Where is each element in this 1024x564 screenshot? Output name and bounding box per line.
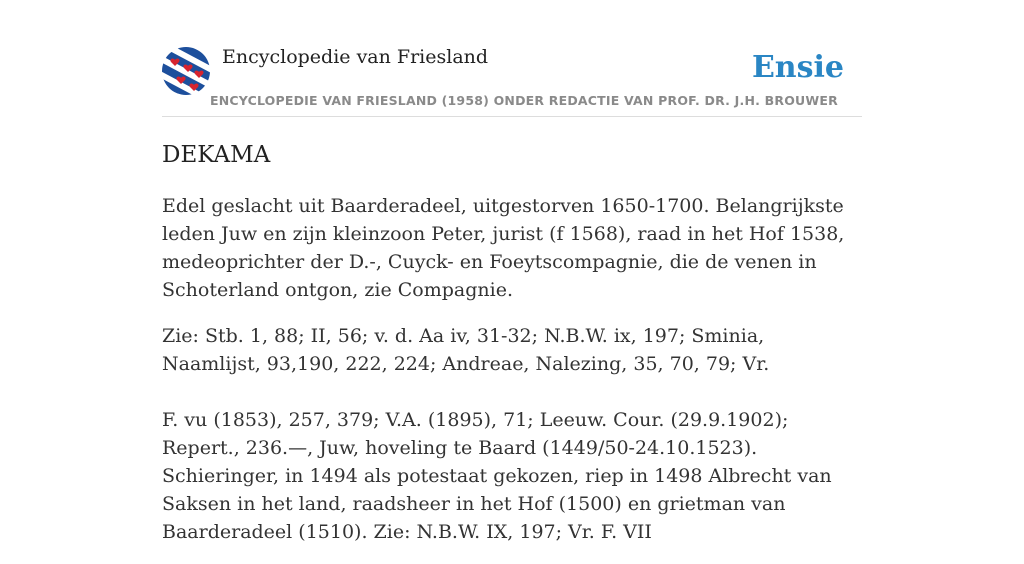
site-header — [162, 44, 862, 117]
site-subtitle: ENCYCLOPEDIE VAN FRIESLAND (1958) ONDER REDACTIE VAN PROF. DR. J.H. BROUWER — [210, 93, 838, 108]
article-title: DEKAMA — [162, 142, 271, 168]
site-title[interactable]: Encyclopedie van Friesland — [222, 46, 489, 68]
article-references: Zie: Stb. 1, 88; II, 56; v. d. Aa iv, 31-32; N.B.W. ix, 197; Sminia, Naamlijst, 93,190, 222, 224; Andreae, Nalezing, 35, 70, 79; Vr. — [162, 325, 770, 375]
article-paragraph: F. vu (1853), 257, 379; V.A. (1895), 71; Leeuw. Cour. (29.9.1902); Repert., 236.—, Juw, hoveling te Baard (1449/50-24.10.1523). Schieringer, in 1494 als potestaat gekozen, riep in 1498 Albrecht van Saksen in het land, raadsheer in het Hof (1500) en grietman van Baarderadeel (1510). Zie: N.B.W. IX, 197; Vr. F. VII — [162, 409, 832, 543]
article-paragraph: Edel geslacht uit Baarderadeel, uitgestorven 1650-1700. Belangrijkste leden Juw en zijn kleinzoon Peter, jurist (f 1568), raad in het Hof 1538, medeoprichter der D.-, Cuyck- en Foeytscompagnie, die de venen in Schoterland ontgon, zie Compagnie. — [162, 195, 845, 301]
article — [162, 140, 862, 564]
ensie-brand-logo[interactable]: Ensie — [751, 50, 844, 85]
frisian-flag-logo-icon[interactable] — [162, 47, 210, 95]
